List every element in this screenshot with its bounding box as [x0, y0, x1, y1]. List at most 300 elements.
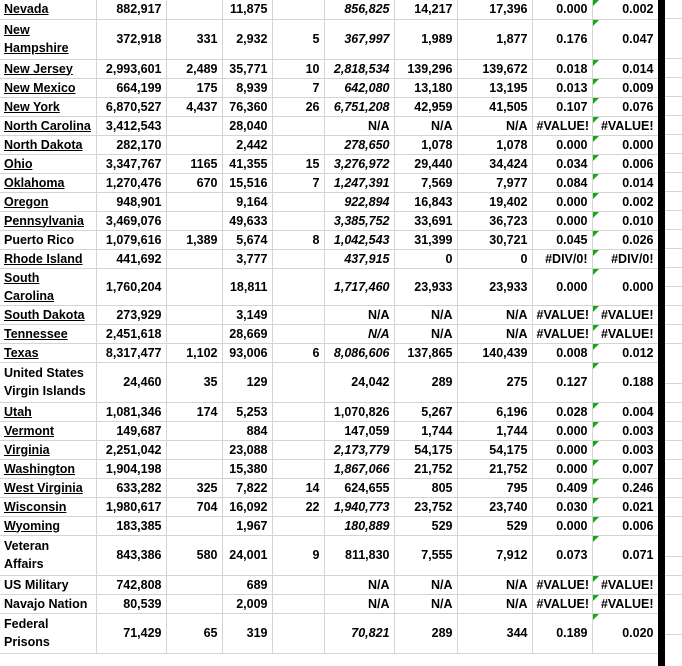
- new-deaths-cell[interactable]: [272, 575, 324, 594]
- deaths-cell[interactable]: 129: [222, 362, 272, 402]
- jurisdiction-name-cell[interactable]: [0, 116, 96, 135]
- deaths-cell[interactable]: 3,777: [222, 249, 272, 268]
- jurisdiction-name-cell[interactable]: [0, 497, 96, 516]
- table-row[interactable]: [0, 594, 658, 613]
- rate-b-cell[interactable]: 0.007: [592, 459, 658, 478]
- deaths-cell[interactable]: 41,355: [222, 154, 272, 173]
- active-cases-cell[interactable]: 5,267: [394, 402, 457, 421]
- new-tests-cell[interactable]: [166, 268, 222, 305]
- current-cases-cell[interactable]: N/A: [457, 575, 532, 594]
- active-cases-cell[interactable]: 13,180: [394, 78, 457, 97]
- jurisdiction-name-cell[interactable]: [0, 173, 96, 192]
- empty-cell[interactable]: [665, 306, 682, 325]
- new-tests-cell[interactable]: 1165: [166, 154, 222, 173]
- deaths-cell[interactable]: 5,674: [222, 230, 272, 249]
- jurisdiction-name-cell[interactable]: [0, 613, 96, 653]
- recovered-cell[interactable]: 642,080: [324, 78, 394, 97]
- total-tests-cell[interactable]: 441,692: [96, 249, 166, 268]
- empty-cell[interactable]: [665, 135, 682, 154]
- current-cases-cell[interactable]: N/A: [457, 324, 532, 343]
- new-deaths-cell[interactable]: [272, 305, 324, 324]
- current-cases-cell[interactable]: 6,196: [457, 402, 532, 421]
- empty-cell[interactable]: [665, 479, 682, 498]
- empty-cell[interactable]: [665, 59, 682, 78]
- current-cases-cell[interactable]: 13,195: [457, 78, 532, 97]
- rate-a-cell[interactable]: 0.176: [532, 19, 592, 59]
- jurisdiction-link[interactable]: Wisconsin: [4, 499, 67, 514]
- total-tests-cell[interactable]: 24,460: [96, 362, 166, 402]
- rate-a-cell[interactable]: #VALUE!: [532, 594, 592, 613]
- new-tests-cell[interactable]: [166, 135, 222, 154]
- new-deaths-cell[interactable]: [272, 613, 324, 653]
- recovered-cell[interactable]: 856,825: [324, 0, 394, 19]
- active-cases-cell[interactable]: 139,296: [394, 59, 457, 78]
- current-cases-cell[interactable]: 41,505: [457, 97, 532, 116]
- jurisdiction-link[interactable]: New Hampshire: [4, 23, 69, 55]
- new-tests-cell[interactable]: [166, 421, 222, 440]
- total-tests-cell[interactable]: 183,385: [96, 516, 166, 535]
- current-cases-cell[interactable]: 23,740: [457, 497, 532, 516]
- current-cases-cell[interactable]: 17,396: [457, 0, 532, 19]
- current-cases-cell[interactable]: 30,721: [457, 230, 532, 249]
- recovered-cell[interactable]: 70,821: [324, 613, 394, 653]
- rate-b-cell[interactable]: #VALUE!: [592, 594, 658, 613]
- rate-a-cell[interactable]: #VALUE!: [532, 575, 592, 594]
- rate-a-cell[interactable]: 0.000: [532, 421, 592, 440]
- new-deaths-cell[interactable]: [272, 135, 324, 154]
- rate-b-cell[interactable]: 0.026: [592, 230, 658, 249]
- deaths-cell[interactable]: 5,253: [222, 402, 272, 421]
- empty-cell[interactable]: [665, 384, 682, 403]
- new-deaths-cell[interactable]: [272, 0, 324, 19]
- new-deaths-cell[interactable]: [272, 402, 324, 421]
- empty-cell[interactable]: [665, 422, 682, 441]
- table-row[interactable]: [0, 173, 658, 192]
- deaths-cell[interactable]: 15,380: [222, 459, 272, 478]
- table-row[interactable]: [0, 59, 658, 78]
- total-tests-cell[interactable]: 1,270,476: [96, 173, 166, 192]
- active-cases-cell[interactable]: 289: [394, 362, 457, 402]
- active-cases-cell[interactable]: 14,217: [394, 0, 457, 19]
- new-tests-cell[interactable]: 1,102: [166, 343, 222, 362]
- jurisdiction-name-cell[interactable]: [0, 440, 96, 459]
- total-tests-cell[interactable]: 742,808: [96, 575, 166, 594]
- deaths-cell[interactable]: 93,006: [222, 343, 272, 362]
- active-cases-cell[interactable]: 54,175: [394, 440, 457, 459]
- jurisdiction-name-cell[interactable]: [0, 230, 96, 249]
- total-tests-cell[interactable]: 372,918: [96, 19, 166, 59]
- total-tests-cell[interactable]: 149,687: [96, 421, 166, 440]
- deaths-cell[interactable]: 24,001: [222, 535, 272, 575]
- new-deaths-cell[interactable]: [272, 362, 324, 402]
- empty-cell[interactable]: [665, 211, 682, 230]
- jurisdiction-name-cell[interactable]: [0, 305, 96, 324]
- jurisdiction-link[interactable]: Utah: [4, 404, 32, 419]
- table-row[interactable]: [0, 402, 658, 421]
- total-tests-cell[interactable]: 2,451,618: [96, 324, 166, 343]
- empty-cell[interactable]: [665, 595, 682, 635]
- recovered-cell[interactable]: 1,042,543: [324, 230, 394, 249]
- new-deaths-cell[interactable]: 7: [272, 78, 324, 97]
- total-tests-cell[interactable]: 8,317,477: [96, 343, 166, 362]
- new-tests-cell[interactable]: 704: [166, 497, 222, 516]
- jurisdiction-link[interactable]: Texas: [4, 345, 39, 360]
- current-cases-cell[interactable]: 0: [457, 249, 532, 268]
- current-cases-cell[interactable]: 7,977: [457, 173, 532, 192]
- table-row[interactable]: [0, 613, 658, 653]
- deaths-cell[interactable]: 76,360: [222, 97, 272, 116]
- new-tests-cell[interactable]: [166, 516, 222, 535]
- rate-b-cell[interactable]: 0.020: [592, 613, 658, 653]
- new-deaths-cell[interactable]: 7: [272, 173, 324, 192]
- table-row[interactable]: [0, 211, 658, 230]
- rate-b-cell[interactable]: 0.006: [592, 154, 658, 173]
- recovered-cell[interactable]: 1,940,773: [324, 497, 394, 516]
- recovered-cell[interactable]: N/A: [324, 324, 394, 343]
- rate-b-cell[interactable]: 0.004: [592, 402, 658, 421]
- current-cases-cell[interactable]: 140,439: [457, 343, 532, 362]
- new-tests-cell[interactable]: [166, 440, 222, 459]
- recovered-cell[interactable]: 437,915: [324, 249, 394, 268]
- jurisdiction-name-cell[interactable]: [0, 78, 96, 97]
- deaths-cell[interactable]: 3,149: [222, 305, 272, 324]
- current-cases-cell[interactable]: 23,933: [457, 268, 532, 305]
- table-row[interactable]: [0, 249, 658, 268]
- total-tests-cell[interactable]: 273,929: [96, 305, 166, 324]
- rate-a-cell[interactable]: 0.084: [532, 173, 592, 192]
- new-tests-cell[interactable]: 65: [166, 613, 222, 653]
- new-deaths-cell[interactable]: [272, 324, 324, 343]
- new-tests-cell[interactable]: [166, 116, 222, 135]
- rate-b-cell[interactable]: 0.003: [592, 421, 658, 440]
- jurisdiction-link[interactable]: Virginia: [4, 442, 50, 457]
- new-deaths-cell[interactable]: 22: [272, 497, 324, 516]
- table-row[interactable]: [0, 478, 658, 497]
- jurisdiction-link[interactable]: New Jersey: [4, 61, 73, 76]
- total-tests-cell[interactable]: 664,199: [96, 78, 166, 97]
- new-deaths-cell[interactable]: [272, 440, 324, 459]
- active-cases-cell[interactable]: 31,399: [394, 230, 457, 249]
- current-cases-cell[interactable]: 34,424: [457, 154, 532, 173]
- current-cases-cell[interactable]: 795: [457, 478, 532, 497]
- rate-b-cell[interactable]: 0.000: [592, 135, 658, 154]
- empty-cell[interactable]: [665, 192, 682, 211]
- new-tests-cell[interactable]: [166, 192, 222, 211]
- active-cases-cell[interactable]: 289: [394, 613, 457, 653]
- table-row[interactable]: [0, 116, 658, 135]
- recovered-cell[interactable]: 3,276,972: [324, 154, 394, 173]
- deaths-cell[interactable]: 49,633: [222, 211, 272, 230]
- table-row[interactable]: [0, 192, 658, 211]
- table-row[interactable]: [0, 497, 658, 516]
- rate-b-cell[interactable]: 0.012: [592, 343, 658, 362]
- rate-a-cell[interactable]: 0.028: [532, 402, 592, 421]
- table-row[interactable]: [0, 516, 658, 535]
- recovered-cell[interactable]: 2,173,779: [324, 440, 394, 459]
- empty-cell[interactable]: [665, 249, 682, 268]
- rate-b-cell[interactable]: 0.002: [592, 192, 658, 211]
- new-deaths-cell[interactable]: [272, 211, 324, 230]
- total-tests-cell[interactable]: 3,469,076: [96, 211, 166, 230]
- deaths-cell[interactable]: 15,516: [222, 173, 272, 192]
- new-deaths-cell[interactable]: [272, 192, 324, 211]
- new-deaths-cell[interactable]: 5: [272, 19, 324, 59]
- active-cases-cell[interactable]: 1,078: [394, 135, 457, 154]
- recovered-cell[interactable]: 3,385,752: [324, 211, 394, 230]
- rate-b-cell[interactable]: 0.071: [592, 535, 658, 575]
- rate-a-cell[interactable]: #DIV/0!: [532, 249, 592, 268]
- table-row[interactable]: [0, 230, 658, 249]
- rate-a-cell[interactable]: 0.000: [532, 268, 592, 305]
- recovered-cell[interactable]: 24,042: [324, 362, 394, 402]
- active-cases-cell[interactable]: N/A: [394, 575, 457, 594]
- empty-cell[interactable]: [665, 0, 682, 19]
- active-cases-cell[interactable]: 805: [394, 478, 457, 497]
- rate-a-cell[interactable]: 0.018: [532, 59, 592, 78]
- jurisdiction-name-cell[interactable]: [0, 459, 96, 478]
- jurisdiction-name-cell[interactable]: [0, 535, 96, 575]
- jurisdiction-name-cell[interactable]: [0, 402, 96, 421]
- table-row[interactable]: [0, 362, 658, 402]
- rate-a-cell[interactable]: 0.000: [532, 135, 592, 154]
- jurisdiction-name-cell[interactable]: [0, 135, 96, 154]
- deaths-cell[interactable]: 2,932: [222, 19, 272, 59]
- active-cases-cell[interactable]: 33,691: [394, 211, 457, 230]
- total-tests-cell[interactable]: 282,170: [96, 135, 166, 154]
- total-tests-cell[interactable]: 3,412,543: [96, 116, 166, 135]
- total-tests-cell[interactable]: 1,904,198: [96, 459, 166, 478]
- empty-cell[interactable]: [665, 78, 682, 97]
- jurisdiction-name-cell[interactable]: [0, 268, 96, 305]
- deaths-cell[interactable]: 18,811: [222, 268, 272, 305]
- deaths-cell[interactable]: 11,875: [222, 0, 272, 19]
- jurisdiction-name-cell[interactable]: [0, 59, 96, 78]
- table-row[interactable]: [0, 78, 658, 97]
- rate-a-cell[interactable]: 0.000: [532, 0, 592, 19]
- active-cases-cell[interactable]: 23,752: [394, 497, 457, 516]
- new-tests-cell[interactable]: 175: [166, 78, 222, 97]
- recovered-cell[interactable]: N/A: [324, 305, 394, 324]
- jurisdiction-name-cell[interactable]: [0, 0, 96, 19]
- active-cases-cell[interactable]: 7,569: [394, 173, 457, 192]
- jurisdiction-link[interactable]: Nevada: [4, 2, 49, 17]
- table-row[interactable]: [0, 305, 658, 324]
- active-cases-cell[interactable]: 137,865: [394, 343, 457, 362]
- new-tests-cell[interactable]: 35: [166, 362, 222, 402]
- table-row[interactable]: [0, 268, 658, 305]
- recovered-cell[interactable]: 8,086,606: [324, 343, 394, 362]
- new-deaths-cell[interactable]: 9: [272, 535, 324, 575]
- jurisdiction-link[interactable]: North Dakota: [4, 137, 83, 152]
- total-tests-cell[interactable]: 80,539: [96, 594, 166, 613]
- new-deaths-cell[interactable]: [272, 516, 324, 535]
- new-tests-cell[interactable]: [166, 324, 222, 343]
- current-cases-cell[interactable]: 1,744: [457, 421, 532, 440]
- recovered-cell[interactable]: N/A: [324, 116, 394, 135]
- rate-b-cell[interactable]: 0.188: [592, 362, 658, 402]
- rate-b-cell[interactable]: 0.009: [592, 78, 658, 97]
- jurisdiction-link[interactable]: Oregon: [4, 194, 49, 209]
- deaths-cell[interactable]: 9,164: [222, 192, 272, 211]
- jurisdiction-name-cell[interactable]: [0, 516, 96, 535]
- rate-b-cell[interactable]: #VALUE!: [592, 575, 658, 594]
- recovered-cell[interactable]: 2,818,534: [324, 59, 394, 78]
- rate-a-cell[interactable]: 0.013: [532, 78, 592, 97]
- jurisdiction-name-cell[interactable]: [0, 362, 96, 402]
- current-cases-cell[interactable]: 36,723: [457, 211, 532, 230]
- jurisdiction-name-cell[interactable]: [0, 97, 96, 116]
- empty-cell[interactable]: [665, 441, 682, 460]
- total-tests-cell[interactable]: 71,429: [96, 613, 166, 653]
- rate-b-cell[interactable]: 0.014: [592, 173, 658, 192]
- rate-a-cell[interactable]: 0.073: [532, 535, 592, 575]
- rate-a-cell[interactable]: #VALUE!: [532, 116, 592, 135]
- new-tests-cell[interactable]: [166, 211, 222, 230]
- table-row[interactable]: [0, 324, 658, 343]
- new-deaths-cell[interactable]: [272, 268, 324, 305]
- new-tests-cell[interactable]: 331: [166, 19, 222, 59]
- total-tests-cell[interactable]: 2,993,601: [96, 59, 166, 78]
- recovered-cell[interactable]: 6,751,208: [324, 97, 394, 116]
- new-deaths-cell[interactable]: 10: [272, 59, 324, 78]
- deaths-cell[interactable]: 28,669: [222, 324, 272, 343]
- active-cases-cell[interactable]: N/A: [394, 116, 457, 135]
- current-cases-cell[interactable]: 19,402: [457, 192, 532, 211]
- jurisdiction-link[interactable]: Pennsylvania: [4, 213, 84, 228]
- table-row[interactable]: [0, 19, 658, 59]
- jurisdiction-name-cell[interactable]: [0, 192, 96, 211]
- empty-cell[interactable]: [665, 403, 682, 422]
- deaths-cell[interactable]: 884: [222, 421, 272, 440]
- rate-b-cell[interactable]: 0.076: [592, 97, 658, 116]
- new-deaths-cell[interactable]: 15: [272, 154, 324, 173]
- recovered-cell[interactable]: 1,070,826: [324, 402, 394, 421]
- jurisdiction-link[interactable]: South Carolina: [4, 270, 55, 303]
- jurisdiction-link[interactable]: North Carolina: [4, 118, 91, 133]
- jurisdiction-name-cell[interactable]: [0, 324, 96, 343]
- rate-b-cell[interactable]: 0.047: [592, 19, 658, 59]
- total-tests-cell[interactable]: 948,901: [96, 192, 166, 211]
- active-cases-cell[interactable]: 7,555: [394, 535, 457, 575]
- jurisdiction-name-cell[interactable]: [0, 421, 96, 440]
- recovered-cell[interactable]: N/A: [324, 575, 394, 594]
- recovered-cell[interactable]: 367,997: [324, 19, 394, 59]
- table-row[interactable]: [0, 135, 658, 154]
- active-cases-cell[interactable]: N/A: [394, 305, 457, 324]
- deaths-cell[interactable]: 16,092: [222, 497, 272, 516]
- jurisdiction-link[interactable]: New York: [4, 99, 60, 114]
- active-cases-cell[interactable]: N/A: [394, 594, 457, 613]
- new-tests-cell[interactable]: 2,489: [166, 59, 222, 78]
- table-row[interactable]: [0, 343, 658, 362]
- new-tests-cell[interactable]: [166, 0, 222, 19]
- rate-b-cell[interactable]: #VALUE!: [592, 116, 658, 135]
- empty-cell[interactable]: [665, 498, 682, 517]
- rate-b-cell[interactable]: 0.000: [592, 268, 658, 305]
- table-row[interactable]: [0, 0, 658, 19]
- table-row[interactable]: [0, 154, 658, 173]
- jurisdiction-name-cell[interactable]: [0, 343, 96, 362]
- current-cases-cell[interactable]: 1,078: [457, 135, 532, 154]
- recovered-cell[interactable]: 922,894: [324, 192, 394, 211]
- table-row[interactable]: [0, 421, 658, 440]
- new-tests-cell[interactable]: 174: [166, 402, 222, 421]
- rate-b-cell[interactable]: 0.006: [592, 516, 658, 535]
- table-row[interactable]: [0, 440, 658, 459]
- active-cases-cell[interactable]: 529: [394, 516, 457, 535]
- recovered-cell[interactable]: 1,247,391: [324, 173, 394, 192]
- recovered-cell[interactable]: N/A: [324, 594, 394, 613]
- jurisdiction-link[interactable]: Ohio: [4, 156, 33, 171]
- new-tests-cell[interactable]: 325: [166, 478, 222, 497]
- total-tests-cell[interactable]: 1,081,346: [96, 402, 166, 421]
- jurisdiction-name-cell[interactable]: [0, 575, 96, 594]
- deaths-cell[interactable]: 28,040: [222, 116, 272, 135]
- deaths-cell[interactable]: 8,939: [222, 78, 272, 97]
- empty-cell[interactable]: [665, 173, 682, 192]
- jurisdiction-link[interactable]: Rhode Island: [4, 251, 83, 266]
- rate-a-cell[interactable]: 0.008: [532, 343, 592, 362]
- empty-cell[interactable]: [665, 344, 682, 384]
- jurisdiction-name-cell[interactable]: [0, 211, 96, 230]
- empty-cell[interactable]: [665, 557, 682, 576]
- empty-cell[interactable]: [665, 154, 682, 173]
- table-row[interactable]: [0, 97, 658, 116]
- empty-columns-pane[interactable]: [665, 0, 682, 666]
- new-deaths-cell[interactable]: [272, 459, 324, 478]
- rate-b-cell[interactable]: 0.003: [592, 440, 658, 459]
- total-tests-cell[interactable]: 633,282: [96, 478, 166, 497]
- deaths-cell[interactable]: 319: [222, 613, 272, 653]
- current-cases-cell[interactable]: 1,877: [457, 19, 532, 59]
- new-deaths-cell[interactable]: [272, 116, 324, 135]
- current-cases-cell[interactable]: 21,752: [457, 459, 532, 478]
- jurisdiction-name-cell[interactable]: [0, 249, 96, 268]
- rate-b-cell[interactable]: #DIV/0!: [592, 249, 658, 268]
- recovered-cell[interactable]: 278,650: [324, 135, 394, 154]
- recovered-cell[interactable]: 811,830: [324, 535, 394, 575]
- recovered-cell[interactable]: 1,867,066: [324, 459, 394, 478]
- active-cases-cell[interactable]: 42,959: [394, 97, 457, 116]
- current-cases-cell[interactable]: 529: [457, 516, 532, 535]
- rate-a-cell[interactable]: 0.107: [532, 97, 592, 116]
- total-tests-cell[interactable]: 3,347,767: [96, 154, 166, 173]
- empty-cell[interactable]: [665, 116, 682, 135]
- empty-cell[interactable]: [665, 230, 682, 249]
- rate-b-cell[interactable]: 0.246: [592, 478, 658, 497]
- new-deaths-cell[interactable]: 26: [272, 97, 324, 116]
- recovered-cell[interactable]: 1,717,460: [324, 268, 394, 305]
- empty-cell[interactable]: [665, 576, 682, 595]
- deaths-cell[interactable]: 23,088: [222, 440, 272, 459]
- current-cases-cell[interactable]: 139,672: [457, 59, 532, 78]
- deaths-cell[interactable]: 1,967: [222, 516, 272, 535]
- rate-b-cell[interactable]: 0.002: [592, 0, 658, 19]
- current-cases-cell[interactable]: N/A: [457, 116, 532, 135]
- recovered-cell[interactable]: 180,889: [324, 516, 394, 535]
- current-cases-cell[interactable]: 54,175: [457, 440, 532, 459]
- active-cases-cell[interactable]: 29,440: [394, 154, 457, 173]
- rate-a-cell[interactable]: 0.189: [532, 613, 592, 653]
- rate-a-cell[interactable]: 0.000: [532, 516, 592, 535]
- new-deaths-cell[interactable]: [272, 249, 324, 268]
- new-tests-cell[interactable]: 580: [166, 535, 222, 575]
- new-tests-cell[interactable]: [166, 249, 222, 268]
- rate-b-cell[interactable]: #VALUE!: [592, 305, 658, 324]
- total-tests-cell[interactable]: 882,917: [96, 0, 166, 19]
- empty-cell[interactable]: [665, 19, 682, 59]
- empty-cell[interactable]: [665, 325, 682, 344]
